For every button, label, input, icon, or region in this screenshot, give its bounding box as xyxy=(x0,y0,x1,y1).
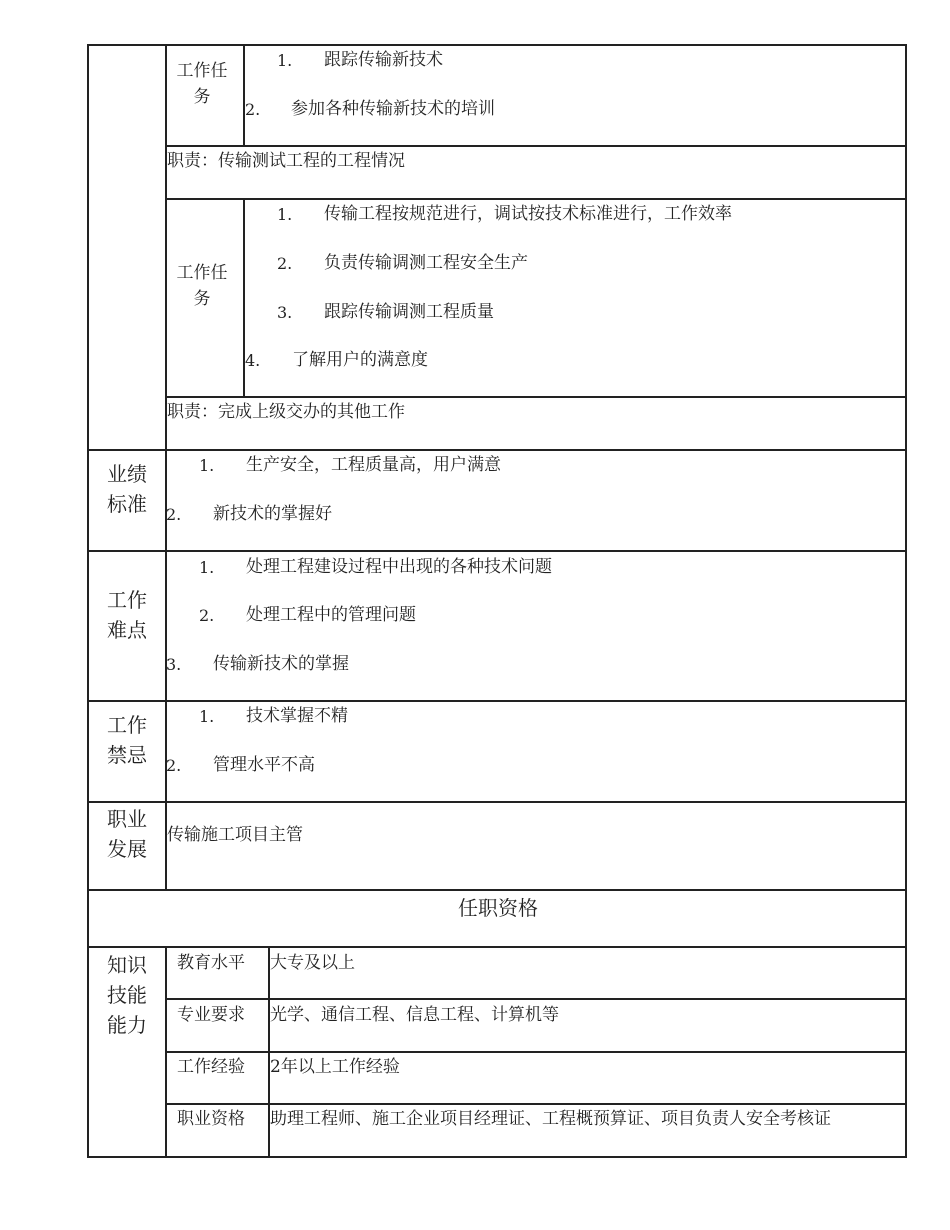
task1-item1-num: 1. xyxy=(277,51,293,70)
diff-item2-text: 处理工程中的管理问题 xyxy=(246,605,416,625)
qual-row-line-2 xyxy=(165,1051,907,1053)
task2-item1-text: 传输工程按规范进行，调试按技术标准进行，工作效率 xyxy=(324,204,732,224)
diff-item3-text: 传输新技术的掌握 xyxy=(213,654,349,674)
diff-item2-num: 2. xyxy=(199,606,215,625)
diff-item3-num: 3. xyxy=(166,655,182,674)
diff-item1-num: 1. xyxy=(199,558,215,577)
task2-item2-num: 2. xyxy=(277,254,293,273)
perf-item2-text: 新技术的掌握好 xyxy=(213,504,332,524)
qual-key-education: 教育水平 xyxy=(177,953,245,973)
task2-item1-num: 1. xyxy=(277,205,293,224)
task2-item4-text: 了解用户的满意度 xyxy=(292,350,428,370)
row-line-146 xyxy=(165,145,907,147)
border-left xyxy=(87,44,89,1158)
difficulty-label: 工作难点 xyxy=(107,588,147,642)
task1-item2-num: 2. xyxy=(245,100,261,119)
qual-row-line-3 xyxy=(165,1103,907,1105)
row-line-449 xyxy=(87,449,907,451)
qualification-title: 任职资格 xyxy=(458,896,538,920)
perf-item2-num: 2. xyxy=(166,505,182,524)
task2-item4-num: 4. xyxy=(245,351,261,370)
qual-value-experience: 2年以上工作经验 xyxy=(270,1057,400,1077)
duty-3: 职责：完成上级交办的其他工作 xyxy=(167,402,405,422)
border-top xyxy=(87,44,907,46)
task1-item2-text: 参加各种传输新技术的培训 xyxy=(291,99,495,119)
duty-2: 职责：传输测试工程的工程情况 xyxy=(167,151,405,171)
row-line-550 xyxy=(87,550,907,552)
task-sub-divider-1 xyxy=(243,44,245,147)
task2-item3-text: 跟踪传输调测工程质量 xyxy=(324,302,494,322)
qualification-label: 知识技能能力 xyxy=(107,953,147,1037)
perf-item1-text: 生产安全，工程质量高，用户满意 xyxy=(246,455,501,475)
qual-key-certificate: 职业资格 xyxy=(177,1109,245,1129)
row-line-801 xyxy=(87,801,907,803)
task2-item3-num: 3. xyxy=(277,303,293,322)
performance-label: 业绩标准 xyxy=(107,462,147,516)
career-text: 传输施工项目主管 xyxy=(167,825,303,845)
task1-item1-text: 跟踪传输新技术 xyxy=(324,50,443,70)
row-line-889 xyxy=(87,889,907,891)
qual-key-major: 专业要求 xyxy=(177,1005,245,1025)
perf-item1-num: 1. xyxy=(199,456,215,475)
border-bottom xyxy=(87,1156,907,1158)
row-line-396 xyxy=(165,396,907,398)
task2-item2-text: 负责传输调测工程安全生产 xyxy=(324,253,528,273)
diff-item1-text: 处理工程建设过程中出现的各种技术问题 xyxy=(246,557,552,577)
qual-value-education: 大专及以上 xyxy=(270,953,355,973)
row-line-700 xyxy=(87,700,907,702)
taboo-item1-text: 技术掌握不精 xyxy=(246,706,348,726)
task-label-2: 工作任务 xyxy=(176,263,228,309)
task-label-1: 工作任务 xyxy=(176,61,228,107)
qual-key-experience: 工作经验 xyxy=(177,1057,245,1077)
taboo-item1-num: 1. xyxy=(199,707,215,726)
qual-value-major: 光学、通信工程、信息工程、计算机等 xyxy=(270,1005,559,1025)
row-line-946 xyxy=(87,946,907,948)
row-line-198 xyxy=(165,198,907,200)
border-right xyxy=(905,44,907,1158)
taboo-item2-text: 管理水平不高 xyxy=(213,755,315,775)
qual-row-line-1 xyxy=(165,998,907,1000)
taboo-label: 工作禁忌 xyxy=(107,713,147,767)
taboo-item2-num: 2. xyxy=(166,756,182,775)
qual-value-certificate: 助理工程师、施工企业项目经理证、工程概预算证、项目负责人安全考核证 xyxy=(270,1109,831,1129)
career-label: 职业发展 xyxy=(107,807,147,861)
